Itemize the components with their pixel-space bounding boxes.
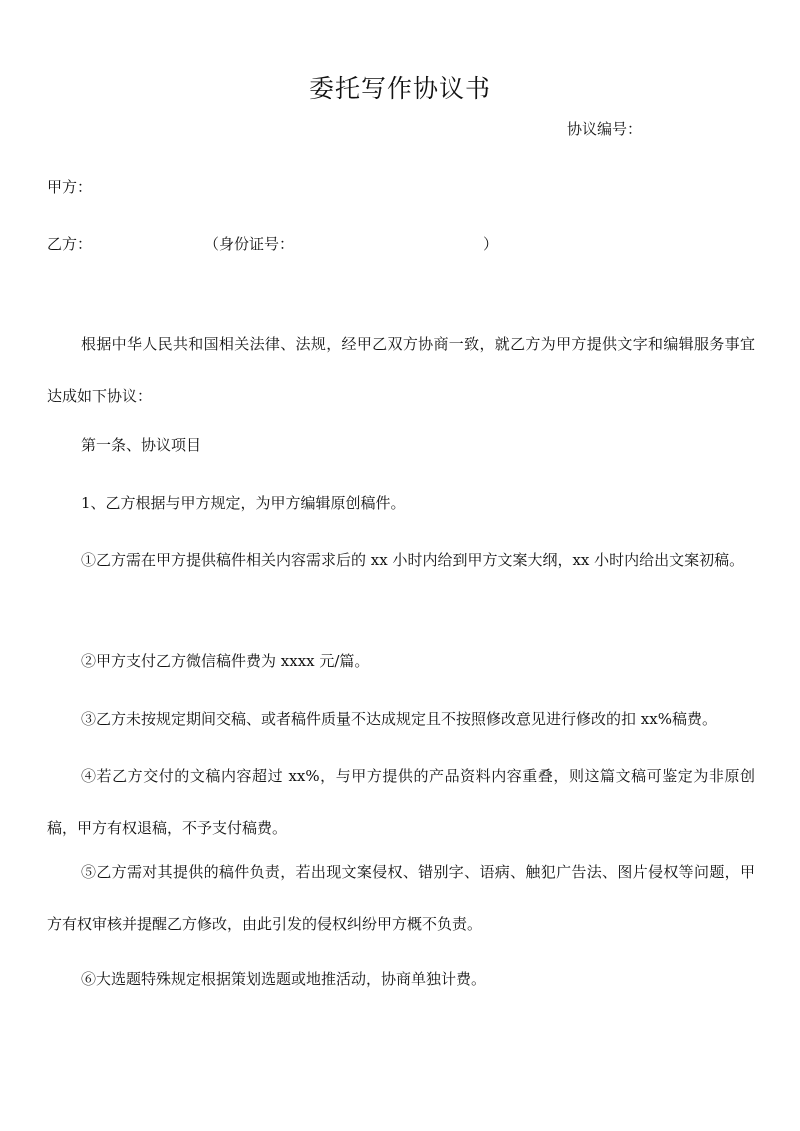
id-number-label: （身份证号：	[204, 235, 295, 253]
clause-1-item-2: ②甲方支付乙方微信稿件费为 xxxx 元/篇。	[81, 652, 370, 670]
article-1-heading: 第一条、协议项目	[81, 436, 202, 454]
id-number-close: ）	[483, 235, 499, 253]
party-b-label: 乙方：	[47, 235, 93, 253]
document-title: 委托写作协议书	[308, 73, 491, 103]
agreement-number-label: 协议编号：	[567, 120, 643, 138]
party-a-label: 甲方：	[47, 178, 93, 196]
clause-1: 1、乙方根据与甲方规定，为甲方编辑原创稿件。	[81, 494, 406, 512]
clause-1-item-3: ③乙方未按规定期间交稿、或者稿件质量不达成规定且不按照修改意见进行修改的扣 xx%稿费。	[81, 710, 717, 728]
intro-paragraph: 根据中华人民共和国相关法律、法规，经甲乙双方协商一致，就乙方为甲方提供文字和编辑服务事宜达成如下协议：	[47, 335, 755, 405]
clause-1-item-4: ④若乙方交付的文稿内容超过 xx%，与甲方提供的产品资料内容重叠，则这篇文稿可鉴定为非原创稿，甲方有权退稿，不予支付稿费。	[47, 767, 755, 837]
clause-1-item-5: ⑤乙方需对其提供的稿件负责，若出现文案侵权、错别字、语病、触犯广告法、图片侵权等问题，甲方有权审核并提醒乙方修改，由此引发的侵权纠纷甲方概不负责。	[47, 863, 755, 933]
clause-1-item-1: ①乙方需在甲方提供稿件相关内容需求后的 xx 小时内给到甲方文案大纲，xx 小时内给出文案初稿。	[81, 551, 745, 569]
clause-1-item-6: ⑥大选题特殊规定根据策划选题或地推活动，协商单独计费。	[81, 970, 487, 988]
